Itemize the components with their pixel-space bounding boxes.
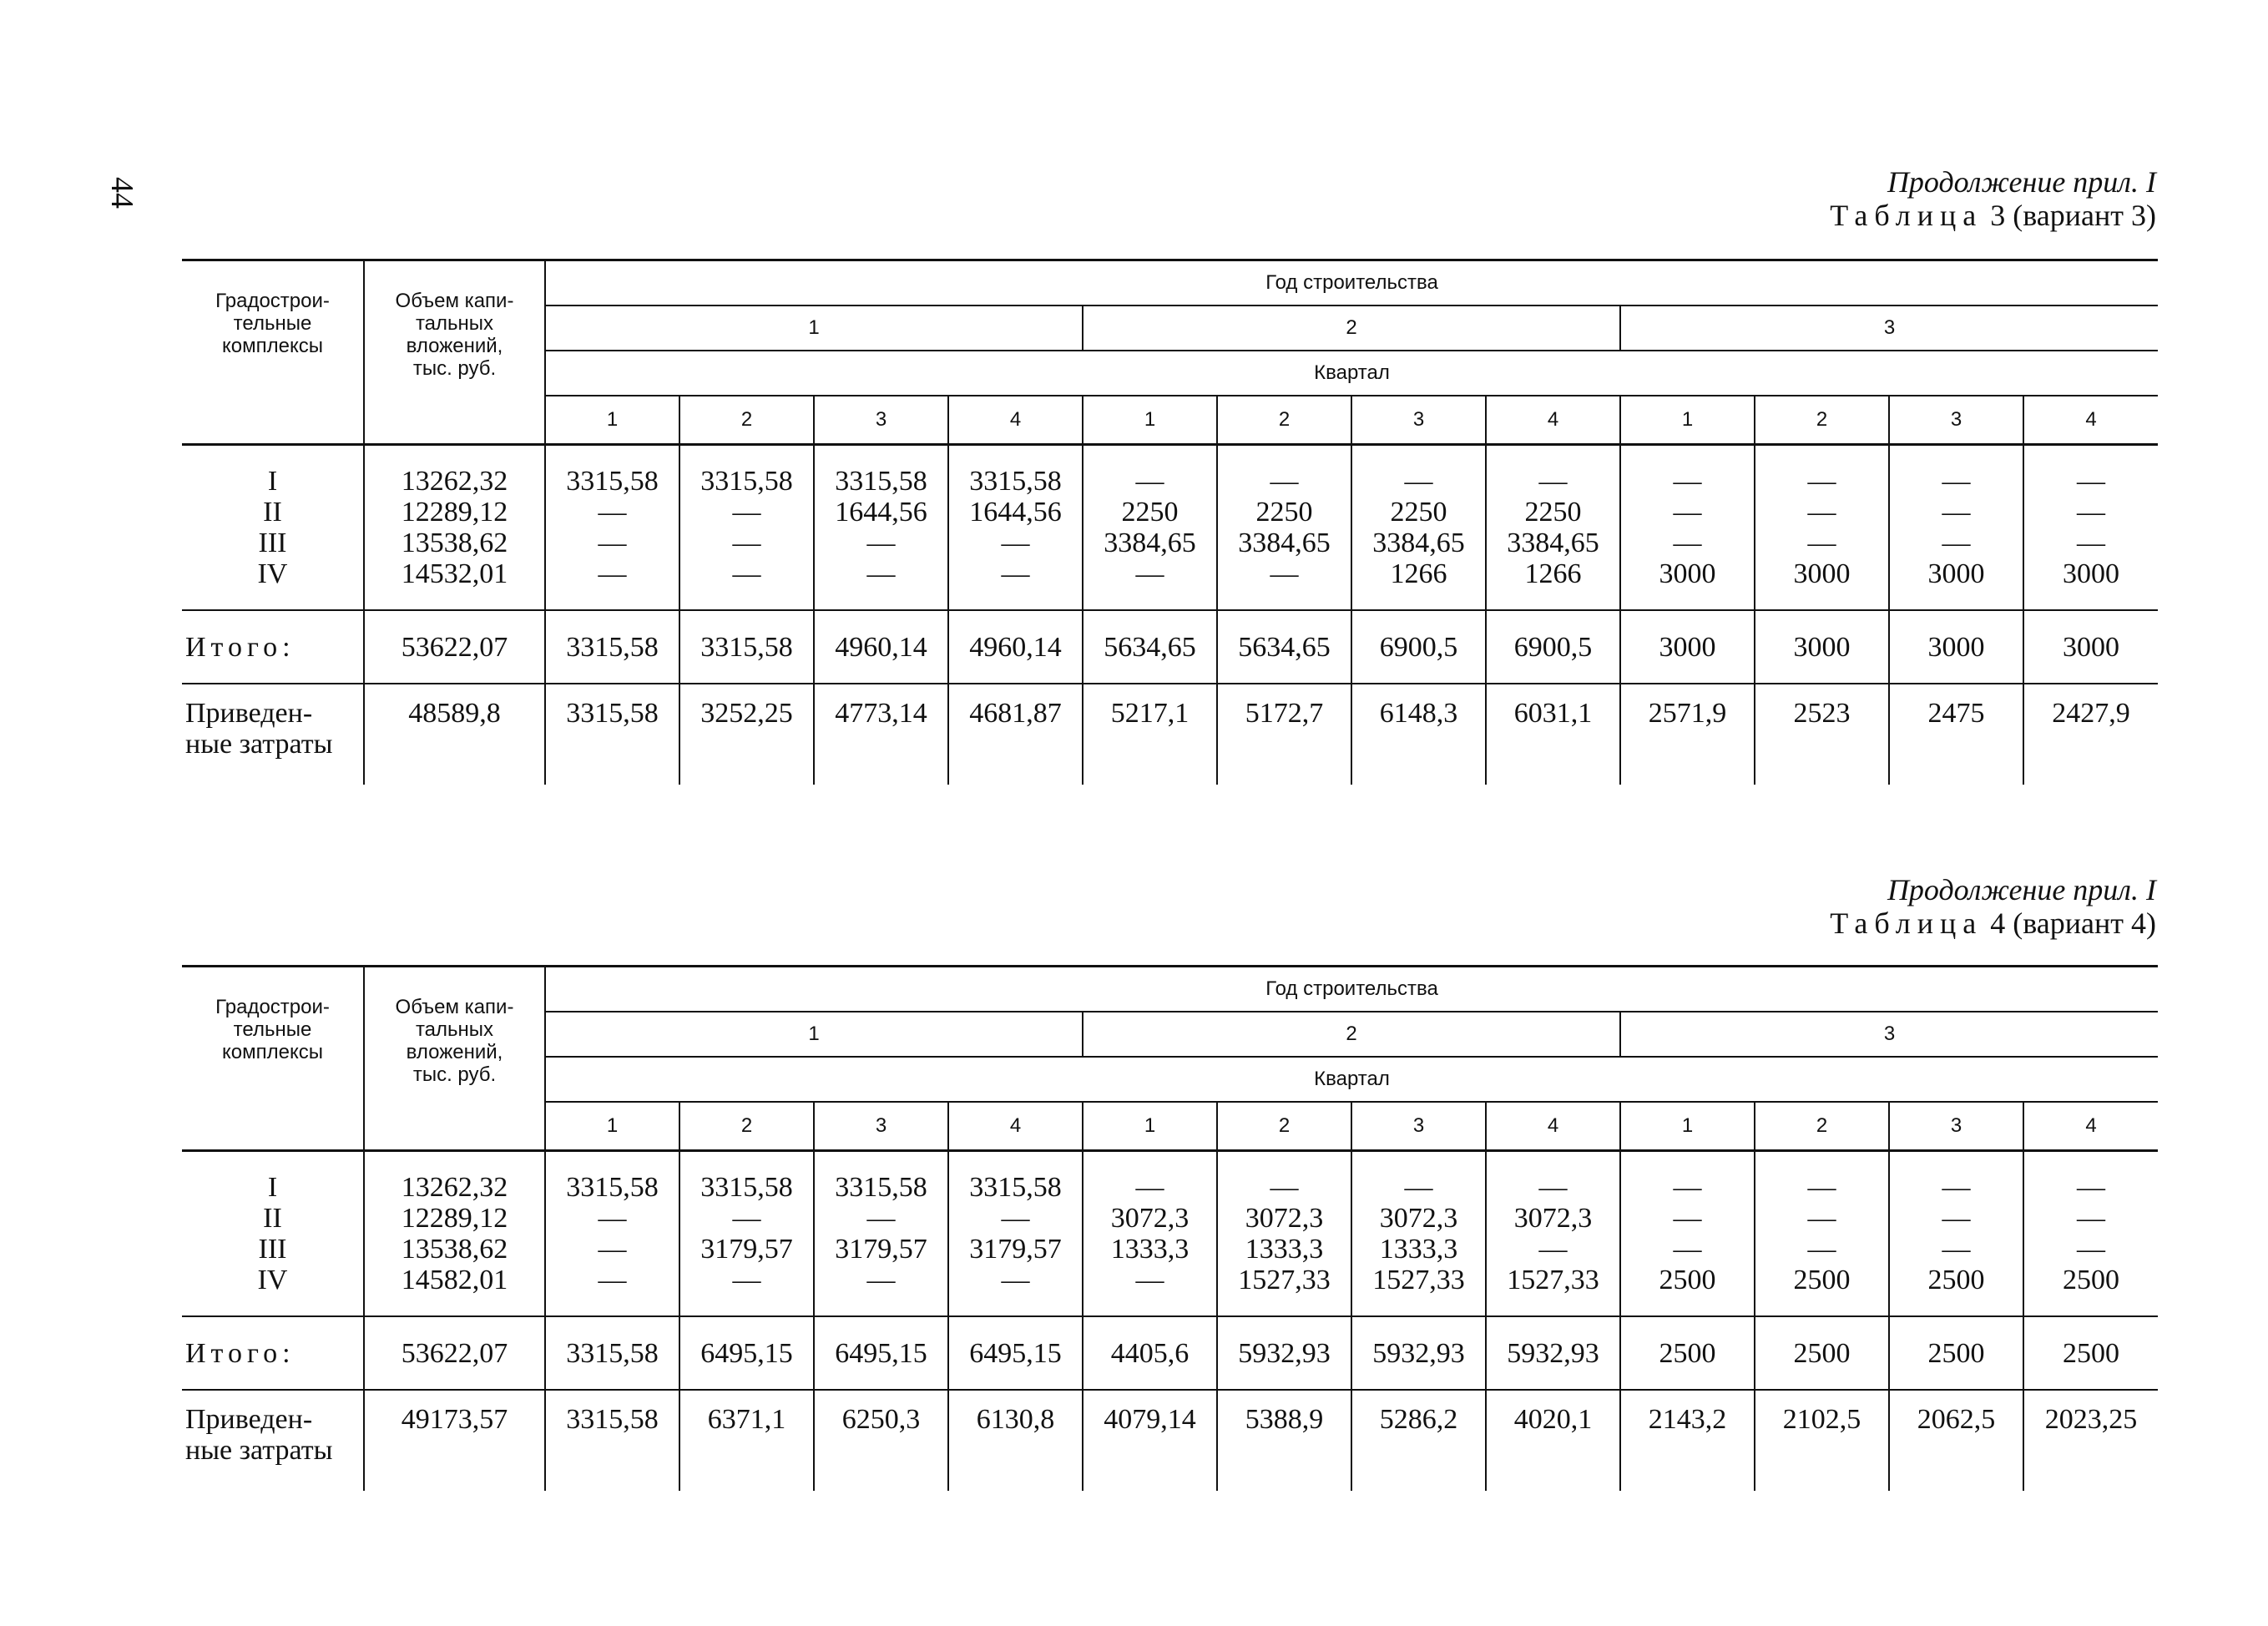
quarter-header: 3 <box>1351 1102 1486 1151</box>
total-cell: 4960,14 <box>948 610 1083 684</box>
table-cell: — <box>1538 1172 1568 1203</box>
reduced-costs-row <box>182 684 2158 785</box>
quarter-header: 1 <box>1083 1102 1217 1151</box>
table-cell: 3384,65 <box>1104 528 1196 558</box>
caption-table-title: Таблица 3 (вариант 3) <box>1830 199 2156 232</box>
table-cell: 3072,3 <box>1245 1203 1324 1234</box>
reduced-cost-cell: 6148,3 <box>1351 684 1486 785</box>
quarter-values <box>948 445 1083 611</box>
table-cell: — <box>2077 466 2105 497</box>
volume-value: 14532,01 <box>401 558 508 589</box>
year-header: 2 <box>1083 306 1620 351</box>
table-3 <box>182 259 2158 785</box>
volume-value: 13538,62 <box>401 1234 508 1265</box>
quarter-values <box>1755 1151 1889 1317</box>
quarter-values <box>1755 445 1889 611</box>
quarter-header: 4 <box>2023 396 2158 445</box>
quarter-values <box>1083 445 1217 611</box>
table-cell: — <box>1673 466 1702 497</box>
table-cell: — <box>732 1265 761 1295</box>
quarter-values <box>1351 1151 1486 1317</box>
reduced-cost-cell: 4020,1 <box>1486 1390 1620 1491</box>
reduced-cost-cell: 2427,9 <box>2023 684 2158 785</box>
year-header: 2 <box>1083 1012 1620 1057</box>
table-cell: — <box>1001 1265 1030 1295</box>
table-cell: — <box>1001 1203 1030 1234</box>
reduced-cost-cell: 2571,9 <box>1620 684 1755 785</box>
table-cell: — <box>1942 1234 1971 1265</box>
table-cell: 3315,58 <box>969 466 1062 497</box>
table-cell: — <box>1807 497 1836 528</box>
reduced-cost-cell: 6371,1 <box>679 1390 814 1491</box>
table-cell: 3315,58 <box>969 1172 1062 1203</box>
quarter-values <box>1620 1151 1755 1317</box>
table-cell: — <box>598 497 627 528</box>
quarter-values <box>545 445 679 611</box>
volume-value: 13262,32 <box>401 466 508 497</box>
total-cell: 3000 <box>2023 610 2158 684</box>
quarter-header: 4 <box>1486 1102 1620 1151</box>
complex-name: III <box>258 528 287 558</box>
table-cell: — <box>866 1203 896 1234</box>
table-cell: 3000 <box>2063 558 2119 589</box>
table-cell: — <box>1404 1172 1433 1203</box>
quarter-header: 3 <box>814 1102 948 1151</box>
reduced-costs-label: Приведен- ные затраты <box>182 684 364 785</box>
table-cell: 1333,3 <box>1379 1234 1458 1265</box>
reduced-costs-volume: 48589,8 <box>364 684 545 785</box>
total-cell: 5932,93 <box>1217 1316 1351 1390</box>
total-cell: 5634,65 <box>1217 610 1351 684</box>
table-cell: 2250 <box>1255 497 1313 528</box>
table-cell: 2250 <box>1390 497 1447 528</box>
volume-value: 13262,32 <box>401 1172 508 1203</box>
table-cell: — <box>2077 1203 2105 1234</box>
table-cell: 1527,33 <box>1507 1265 1599 1295</box>
quarter-header: 2 <box>1217 1102 1351 1151</box>
year-group-header: Год строительства <box>545 260 2158 306</box>
caption-table-title: Таблица 4 (вариант 4) <box>1830 906 2156 940</box>
table-cell: 3072,3 <box>1513 1203 1593 1234</box>
table-cell: — <box>2077 1234 2105 1265</box>
caption-continuation: Продолжение прил. I <box>1887 165 2156 199</box>
total-cell: 2500 <box>1889 1316 2023 1390</box>
table-cell: 3000 <box>1659 558 1716 589</box>
table-cell: — <box>1807 528 1836 558</box>
quarter-header: 1 <box>545 1102 679 1151</box>
table-cell: — <box>732 497 761 528</box>
table-cell: — <box>732 1203 761 1234</box>
year-header: 3 <box>1620 306 2158 351</box>
reduced-cost-cell: 4681,87 <box>948 684 1083 785</box>
quarter-header: 4 <box>2023 1102 2158 1151</box>
total-cell: 4960,14 <box>814 610 948 684</box>
total-cell: 5634,65 <box>1083 610 1217 684</box>
reduced-cost-cell: 2023,25 <box>2023 1390 2158 1491</box>
table-cell: — <box>866 1265 896 1295</box>
table-cell: 1527,33 <box>1372 1265 1465 1295</box>
total-cell: 5932,93 <box>1486 1316 1620 1390</box>
quarter-values <box>1889 445 2023 611</box>
reduced-costs-volume: 49173,57 <box>364 1390 545 1491</box>
volume-value: 12289,12 <box>401 497 508 528</box>
table-cell: 2500 <box>1927 1265 1985 1295</box>
table-cell: 3384,65 <box>1238 528 1331 558</box>
quarter-values <box>545 1151 679 1317</box>
table-cell: 3000 <box>1927 558 1985 589</box>
table-cell: — <box>866 558 896 589</box>
reduced-cost-cell: 3315,58 <box>545 684 679 785</box>
complex-name: II <box>263 1203 282 1234</box>
table-cell: — <box>1942 528 1971 558</box>
quarter-header: 3 <box>1351 396 1486 445</box>
reduced-costs-label: Приведен- ные затраты <box>182 1390 364 1491</box>
table-cell: — <box>1942 497 1971 528</box>
total-label: Итого: <box>182 1316 364 1390</box>
table-cell: 2250 <box>1524 497 1582 528</box>
total-cell: 6900,5 <box>1351 610 1486 684</box>
quarter-values <box>814 1151 948 1317</box>
reduced-cost-cell: 2102,5 <box>1755 1390 1889 1491</box>
quarter-header: 2 <box>1755 1102 1889 1151</box>
quarter-values <box>814 445 948 611</box>
table-cell: — <box>1942 1203 1971 1234</box>
year-header: 1 <box>545 1012 1083 1057</box>
quarter-header: 2 <box>679 1102 814 1151</box>
reduced-cost-cell: 5388,9 <box>1217 1390 1351 1491</box>
quarter-group-header: Квартал <box>545 351 2158 396</box>
table-cell: 3315,58 <box>566 1172 659 1203</box>
volume-value: 13538,62 <box>401 528 508 558</box>
quarter-header: 2 <box>679 396 814 445</box>
complex-column-header: Градострои- тельные комплексы <box>182 967 364 1151</box>
total-volume: 53622,07 <box>364 610 545 684</box>
year-header: 3 <box>1620 1012 2158 1057</box>
quarter-values <box>2023 1151 2158 1317</box>
table-cell: — <box>1270 558 1299 589</box>
year-header: 1 <box>545 306 1083 351</box>
volume-value: 14582,01 <box>401 1265 508 1295</box>
table-cell: 3072,3 <box>1110 1203 1190 1234</box>
volume-column-header: Объем капи- тальных вложений, тыс. руб. <box>364 260 545 445</box>
table-cell: 1333,3 <box>1245 1234 1324 1265</box>
table-cell: 1333,3 <box>1110 1234 1190 1265</box>
quarter-values <box>1351 445 1486 611</box>
total-label: Итого: <box>182 610 364 684</box>
reduced-cost-cell: 4773,14 <box>814 684 948 785</box>
table-cell: — <box>1673 528 1702 558</box>
reduced-costs-row <box>182 1390 2158 1491</box>
table-cell: — <box>1538 1234 1568 1265</box>
total-cell: 5932,93 <box>1351 1316 1486 1390</box>
table-cell: — <box>2077 528 2105 558</box>
table-cell: 3384,65 <box>1507 528 1599 558</box>
quarter-values <box>1620 445 1755 611</box>
total-cell: 3000 <box>1620 610 1755 684</box>
quarter-values <box>1083 1151 1217 1317</box>
total-cell: 3315,58 <box>545 1316 679 1390</box>
total-cell: 6495,15 <box>814 1316 948 1390</box>
quarter-header: 3 <box>1889 1102 2023 1151</box>
table-cell: 3179,57 <box>700 1234 793 1265</box>
quarter-header: 1 <box>1620 396 1755 445</box>
reduced-cost-cell: 6130,8 <box>948 1390 1083 1491</box>
table-cell: 2500 <box>1659 1265 1716 1295</box>
table-cell: 1644,56 <box>835 497 927 528</box>
reduced-cost-cell: 6250,3 <box>814 1390 948 1491</box>
total-row <box>182 610 2158 684</box>
volume-values <box>364 1151 545 1317</box>
page-number: 44 <box>104 177 139 209</box>
table-cell: — <box>1807 466 1836 497</box>
reduced-cost-cell: 5217,1 <box>1083 684 1217 785</box>
quarter-header: 2 <box>1755 396 1889 445</box>
volume-value: 12289,12 <box>401 1203 508 1234</box>
quarter-values <box>679 445 814 611</box>
quarter-header: 4 <box>1486 396 1620 445</box>
table-cell: — <box>1942 466 1971 497</box>
table-cell: — <box>598 1203 627 1234</box>
reduced-cost-cell: 2475 <box>1889 684 2023 785</box>
table-cell: — <box>732 528 761 558</box>
table-cell: — <box>1404 466 1433 497</box>
complex-name: I <box>267 1172 278 1203</box>
table-cell: 2250 <box>1121 497 1179 528</box>
quarter-header: 1 <box>1083 396 1217 445</box>
table-cell: — <box>1807 1203 1836 1234</box>
table-cell: 3315,58 <box>566 466 659 497</box>
reduced-cost-cell: 3315,58 <box>545 1390 679 1491</box>
table-cell: — <box>1270 1172 1299 1203</box>
total-volume: 53622,07 <box>364 1316 545 1390</box>
table-3-caption <box>1154 165 2156 232</box>
quarter-values <box>679 1151 814 1317</box>
table-cell: 3315,58 <box>700 1172 793 1203</box>
table-row <box>182 445 2158 611</box>
complex-name: IV <box>257 558 288 589</box>
total-cell: 6900,5 <box>1486 610 1620 684</box>
table-cell: — <box>1673 1172 1702 1203</box>
caption-continuation: Продолжение прил. I <box>1887 873 2156 906</box>
quarter-header: 3 <box>1889 396 2023 445</box>
table-cell: — <box>732 558 761 589</box>
table-cell: 1266 <box>1390 558 1447 589</box>
complex-names <box>182 445 364 611</box>
total-row <box>182 1316 2158 1390</box>
total-cell: 6495,15 <box>948 1316 1083 1390</box>
total-cell: 6495,15 <box>679 1316 814 1390</box>
table-cell: — <box>1807 1234 1836 1265</box>
table-cell: — <box>1807 1172 1836 1203</box>
table-cell: — <box>866 528 896 558</box>
table-cell: 3179,57 <box>969 1234 1062 1265</box>
complex-names <box>182 1151 364 1317</box>
complex-name: III <box>258 1234 287 1265</box>
table-cell: — <box>1135 1265 1164 1295</box>
table-cell: 3315,58 <box>835 1172 927 1203</box>
table-cell: — <box>1135 466 1164 497</box>
quarter-header: 3 <box>814 396 948 445</box>
reduced-cost-cell: 2143,2 <box>1620 1390 1755 1491</box>
table-cell: 1527,33 <box>1238 1265 1331 1295</box>
total-cell: 3315,58 <box>545 610 679 684</box>
table-cell: — <box>1001 528 1030 558</box>
complex-name: II <box>263 497 282 528</box>
table-cell: — <box>1942 1172 1971 1203</box>
table-cell: — <box>1673 497 1702 528</box>
year-group-header: Год строительства <box>545 967 2158 1012</box>
quarter-values <box>1889 1151 2023 1317</box>
table-cell: 3000 <box>1793 558 1851 589</box>
table-cell: — <box>1135 1172 1164 1203</box>
reduced-cost-cell: 5286,2 <box>1351 1390 1486 1491</box>
volume-column-header: Объем капи- тальных вложений, тыс. руб. <box>364 967 545 1151</box>
table-cell: — <box>1538 466 1568 497</box>
table-cell: — <box>1135 558 1164 589</box>
quarter-values <box>1486 445 1620 611</box>
quarter-header: 2 <box>1217 396 1351 445</box>
table-cell: — <box>1001 558 1030 589</box>
quarter-header: 1 <box>545 396 679 445</box>
quarter-header: 4 <box>948 396 1083 445</box>
quarter-values <box>1217 1151 1351 1317</box>
complex-column-header: Градострои- тельные комплексы <box>182 260 364 445</box>
total-cell: 3315,58 <box>679 610 814 684</box>
quarter-values <box>948 1151 1083 1317</box>
quarter-header: 1 <box>1620 1102 1755 1151</box>
reduced-cost-cell: 6031,1 <box>1486 684 1620 785</box>
complex-name: IV <box>257 1265 288 1295</box>
table-cell: 2500 <box>2063 1265 2119 1295</box>
total-cell: 4405,6 <box>1083 1316 1217 1390</box>
table-cell: 3384,65 <box>1372 528 1465 558</box>
table-cell: — <box>598 558 627 589</box>
table-cell: — <box>1673 1203 1702 1234</box>
table-row <box>182 1151 2158 1317</box>
reduced-cost-cell: 2523 <box>1755 684 1889 785</box>
table-cell: 2500 <box>1793 1265 1851 1295</box>
table-cell: 3315,58 <box>835 466 927 497</box>
volume-values <box>364 445 545 611</box>
table-cell: 3072,3 <box>1379 1203 1458 1234</box>
table-cell: 3179,57 <box>835 1234 927 1265</box>
complex-name: I <box>267 466 278 497</box>
table-cell: — <box>2077 1172 2105 1203</box>
table-cell: — <box>1270 466 1299 497</box>
table-cell: — <box>1673 1234 1702 1265</box>
table-4 <box>182 965 2158 1491</box>
quarter-group-header: Квартал <box>545 1057 2158 1102</box>
reduced-cost-cell: 2062,5 <box>1889 1390 2023 1491</box>
reduced-cost-cell: 3252,25 <box>679 684 814 785</box>
reduced-cost-cell: 5172,7 <box>1217 684 1351 785</box>
total-cell: 2500 <box>1620 1316 1755 1390</box>
total-cell: 2500 <box>2023 1316 2158 1390</box>
total-cell: 3000 <box>1755 610 1889 684</box>
quarter-values <box>1486 1151 1620 1317</box>
table-4-caption <box>1154 873 2156 940</box>
total-cell: 3000 <box>1889 610 2023 684</box>
table-cell: 1644,56 <box>969 497 1062 528</box>
quarter-header: 4 <box>948 1102 1083 1151</box>
table-cell: — <box>598 1265 627 1295</box>
reduced-cost-cell: 4079,14 <box>1083 1390 1217 1491</box>
quarter-values <box>1217 445 1351 611</box>
table-cell: — <box>598 528 627 558</box>
table-cell: — <box>2077 497 2105 528</box>
table-cell: — <box>598 1234 627 1265</box>
quarter-values <box>2023 445 2158 611</box>
total-cell: 2500 <box>1755 1316 1889 1390</box>
table-cell: 1266 <box>1524 558 1582 589</box>
table-cell: 3315,58 <box>700 466 793 497</box>
